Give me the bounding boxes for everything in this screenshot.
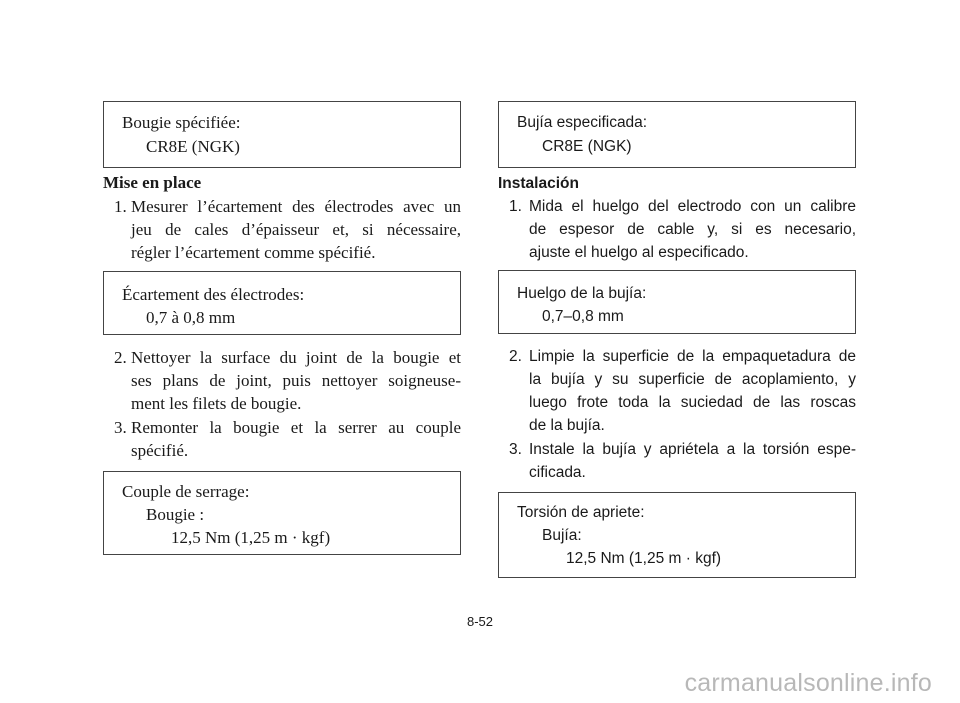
step-text-line: la bujía y su superficie de acoplamiento, y (529, 371, 856, 388)
gap-spec-box (103, 271, 461, 335)
spec-label: Bujía especificada: (517, 114, 648, 131)
section-heading: Mise en place (103, 173, 202, 192)
step-text-line: de la bujía. (529, 417, 605, 434)
step-number: 3. (509, 441, 522, 458)
step-number: 2. (509, 348, 522, 365)
spec-label: Bougie spécifiée: (122, 113, 241, 132)
watermark: carmanualsonline.info (684, 669, 932, 697)
spec-value: CR8E (NGK) (146, 137, 240, 156)
step-text-line: Mida el huelgo del electrodo con un calibre (529, 198, 856, 215)
step-text-line: spécifié. (131, 441, 189, 460)
torque-spec-box (498, 492, 856, 578)
step-text-line: Remonter la bougie et la serrer au couple (131, 418, 461, 437)
spec-value: 0,7–0,8 mm (542, 308, 624, 325)
step-text-line: Limpie la superficie de la empaquetadura de (529, 348, 856, 365)
step-text-line: ment les filets de bougie. (131, 394, 302, 413)
step-text-line: cificada. (529, 464, 586, 481)
spec-label: Huelgo de la bujía: (517, 285, 647, 302)
spec-label: Écartement des électrodes: (122, 285, 305, 304)
spark-plug-spec-box (103, 101, 461, 168)
step-number: 1. (114, 197, 127, 216)
step-number: 2. (114, 348, 127, 367)
step-text-line: luego frote toda la suciedad de las roscas (529, 394, 856, 411)
spec-value: 12,5 Nm (1,25 m · kgf) (566, 550, 722, 567)
spec-value: 12,5 Nm (1,25 m · kgf) (171, 528, 331, 547)
step-text-line: régler l’écartement comme spécifié. (131, 243, 376, 262)
spec-value: 0,7 à 0,8 mm (146, 308, 236, 327)
spark-plug-spec-box (498, 101, 856, 168)
gap-spec-box (498, 270, 856, 334)
spec-sublabel: Bujía: (542, 527, 582, 544)
step-text-line: Instale la bujía y apriétela a la torsión espe- (529, 441, 856, 458)
step-text-line: Nettoyer la surface du joint de la bougie et (131, 348, 461, 367)
step-text-line: ses plans de joint, puis nettoyer soigneuse- (131, 371, 461, 390)
spec-label: Couple de serrage: (122, 482, 250, 501)
spec-value: CR8E (NGK) (542, 138, 632, 155)
section-heading: Instalación (498, 175, 579, 192)
page-number: 8-52 (466, 614, 494, 629)
step-text-line: ajuste el huelgo al especificado. (529, 244, 749, 261)
spec-sublabel: Bougie : (146, 505, 205, 524)
torque-spec-box (103, 471, 461, 555)
spec-label: Torsión de apriete: (517, 504, 645, 521)
step-text-line: jeu de cales d’épaisseur et, si nécessaire, (131, 220, 461, 239)
step-text-line: Mesurer l’écartement des électrodes avec un (131, 197, 461, 216)
step-number: 1. (509, 198, 522, 215)
step-number: 3. (114, 418, 127, 437)
step-text-line: de espesor de cable y, si es necesario, (529, 221, 856, 238)
